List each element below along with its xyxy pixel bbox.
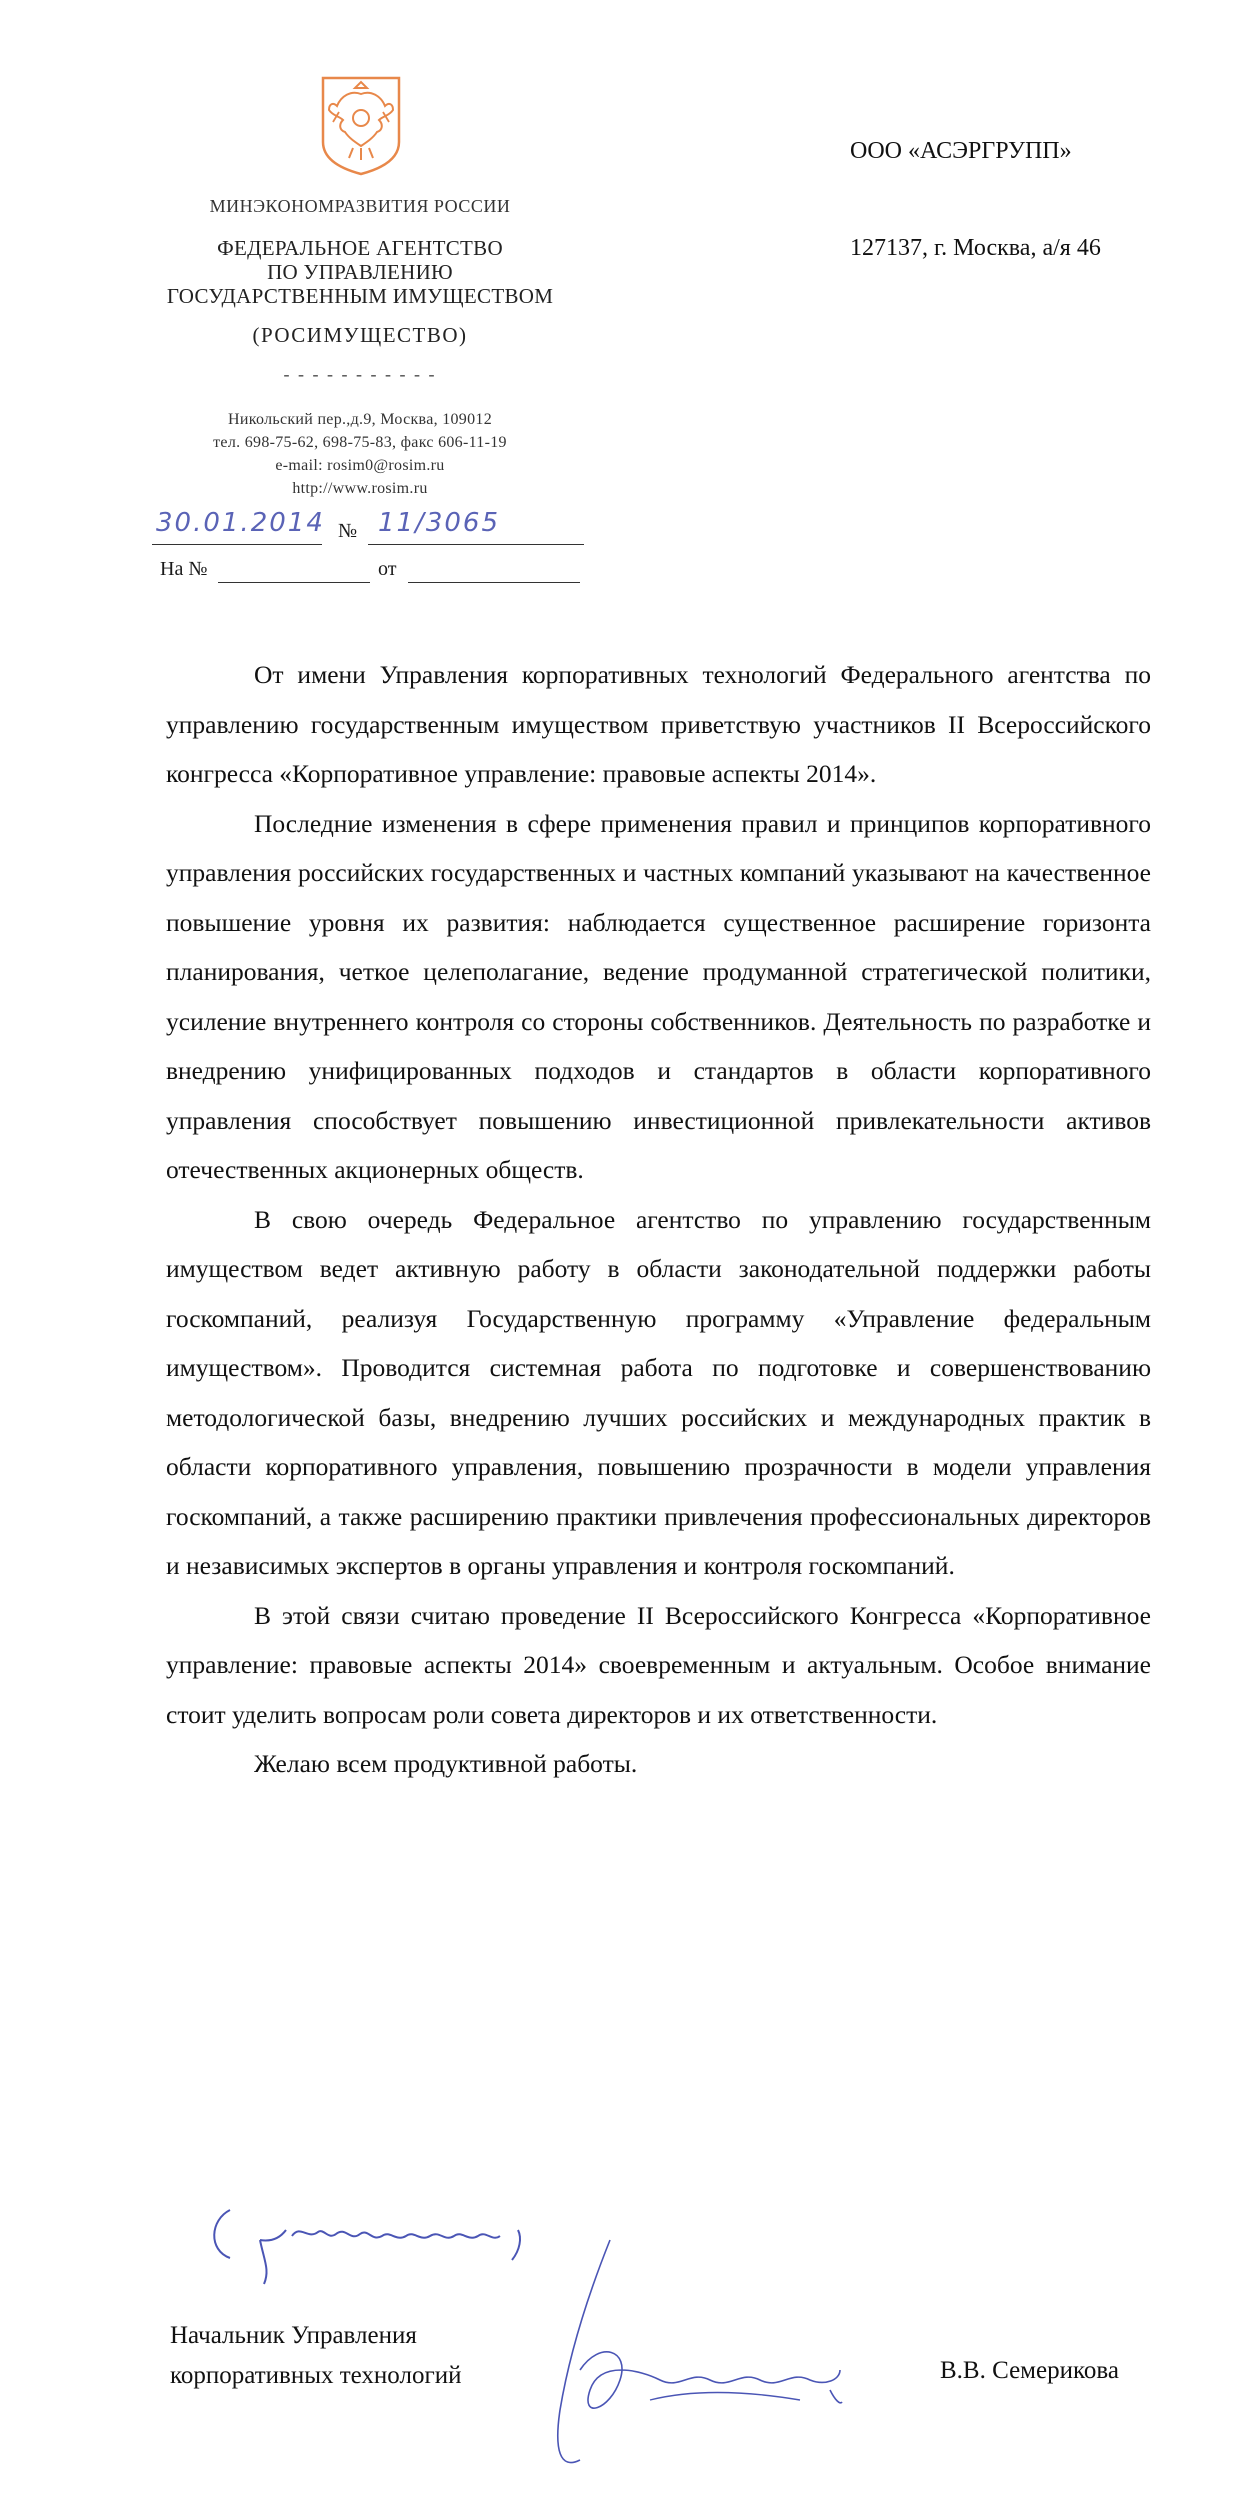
letter-body [166,650,1151,1789]
number-sign: № [338,520,358,542]
outgoing-reference [152,508,582,548]
russian-coat-of-arms-icon [315,72,407,176]
recipient-address: 127137, г. Москва, а/я 46 [850,235,1101,261]
reference-date: 30.01.2014 [156,508,325,538]
signature [540,2230,880,2490]
signatory-name: В.В. Семерикова [940,2357,1119,2384]
agency-name: ФЕДЕРАЛЬНОЕ АГЕНТСТВО ПО УПРАВЛЕНИЮ ГОСУДАРСТВЕННЫМ ИМУЩЕСТВОМ [166,236,554,308]
date-underline [152,544,322,545]
ministry-name: МИНЭКОНОМРАЗВИТИЯ РОССИИ [209,196,511,216]
agency-abbreviation: (РОСИМУЩЕСТВО) [252,323,468,347]
recipient-name: ООО «АСЭРГРУПП» [850,138,1072,164]
from-label: от [378,558,397,580]
signatory-position: Начальник Управления корпоративных технологий [170,2322,462,2389]
reference-number: 11/3065 [378,508,501,538]
sender-address: Никольский пер.,д.9, Москва, 109012 тел. 698-75-62, 698-75-83, факс 606-11-19 e-mail: rosim0@rosim.ru http://www.rosim.ru [213,411,507,497]
paragraph: В этой связи считаю проведение II Всероссийского Конгресса «Корпоративное управление: правовые аспекты 2014» своевременным и актуальным. Особое внимание стоит уделить вопросам роли совета директоров и их ответственности. [166,1600,1151,1729]
paragraph: Желаю всем продуктивной работы. [254,1749,638,1778]
number-underline [368,544,584,545]
paragraph: От имени Управления корпоративных технологий Федерального агентства по управлению государственным имуществом приветствую участников II Всероссийского конгресса «Корпоративное управление: правовые аспекты 2014». [166,660,1151,788]
paragraph: Последние изменения в сфере применения правил и принципов корпоративного управления российских государственных и частных компаний указывают на качественное повышение уровня их развития: наблюдается существенное расширение горизонта планирования, четкое целеполагание, ведение продуманной стратегической политики, усиление внутреннего контроля со стороны собственников. Деятельность по разработке и внедрению унифицированных подходов и стандартов в области корпоративного управления способствует повышению инвестиционной привлекательности активов отечественных акционерных обществ. [166,808,1151,1184]
reply-reference [160,558,590,588]
reply-number-underline [218,582,370,583]
reply-to-label: На № [160,558,208,580]
paragraph: В свою очередь Федеральное агентство по управлению государственным имуществом ведет активную работу в области законодательной поддержки работы госкомпаний, реализуя Государственную программу «Управление федеральным имуществом». Проводится системная работа по подготовке и совершенствованию методологической базы, внедрению лучших российских и международных практик в области корпоративного управления, повышению прозрачности в модели управления госкомпаний, а также расширению практики привлечения профессиональных директоров и независимых экспертов в органы управления и контроля госкомпаний. [166,1204,1151,1580]
reply-date-underline [408,582,580,583]
separator: - - - - - - - - - - - [283,364,437,384]
